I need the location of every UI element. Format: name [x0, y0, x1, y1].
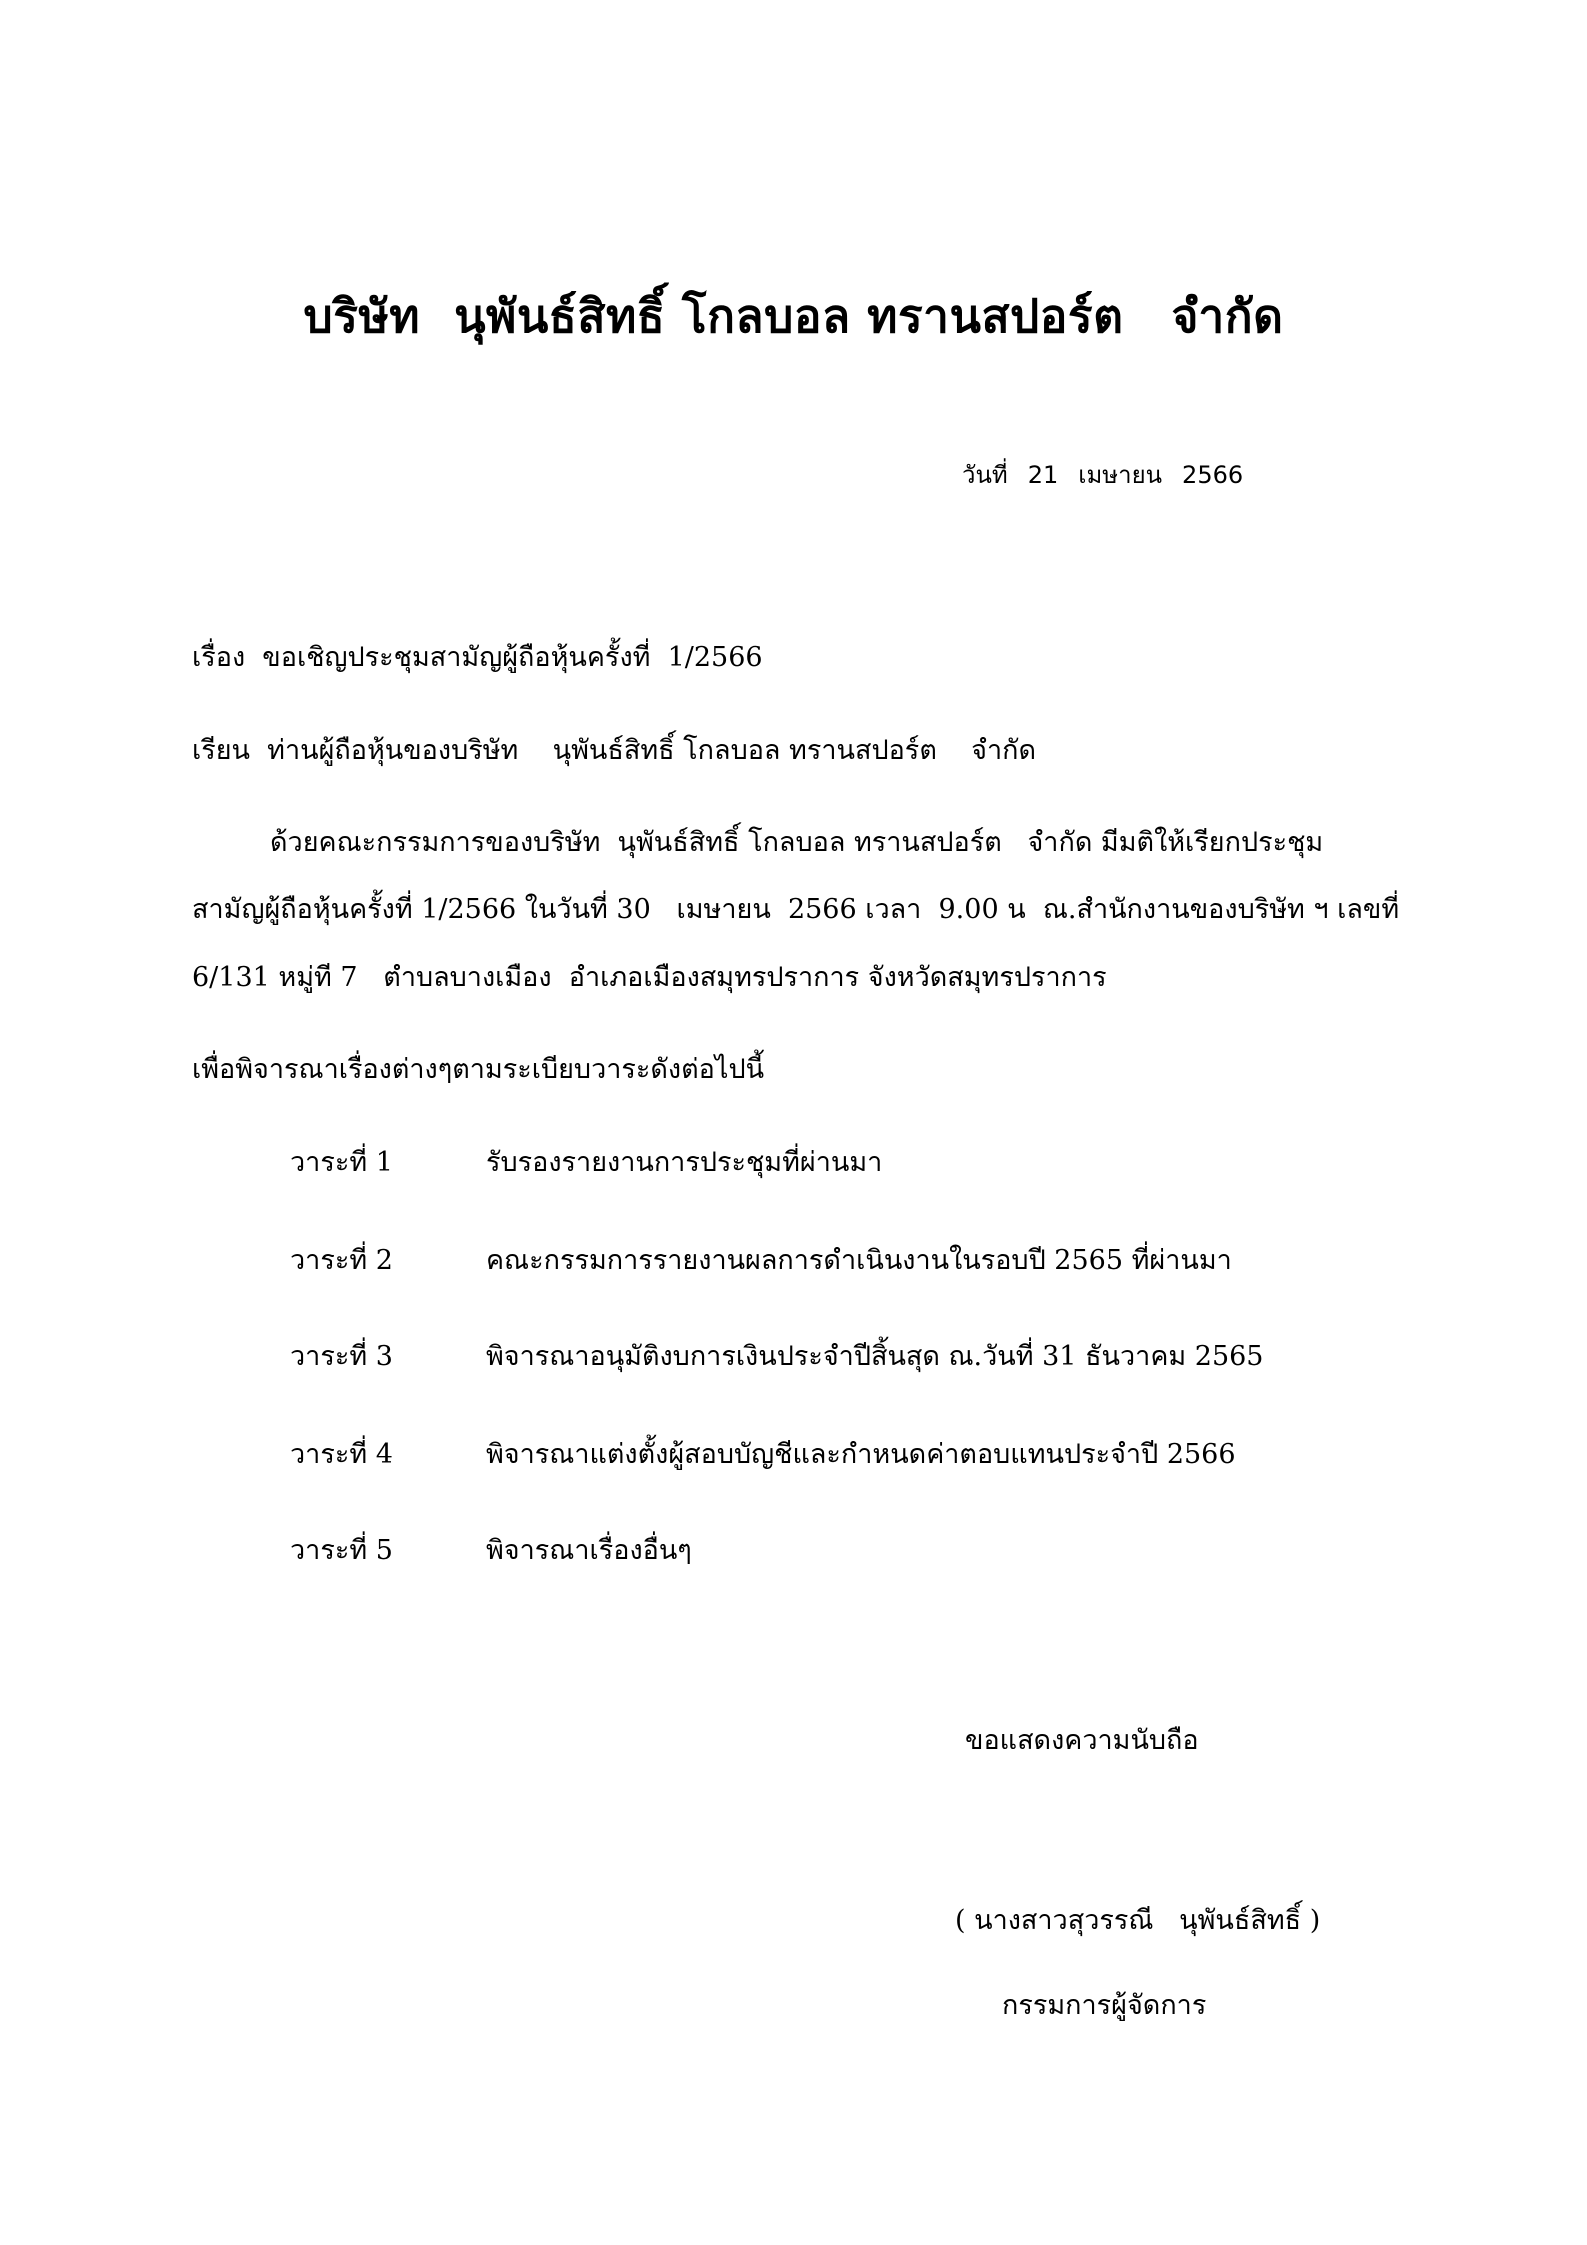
letter-date — [962, 455, 1263, 494]
body-line-1: ด้วยคณะกรรมการของบริษัท นุพันธ์สิทธิ์ โกลบอล ทรานสปอร์ต จำกัด มีมติให้เรียกประชุม — [270, 827, 1324, 858]
agenda-item — [290, 1238, 1232, 1281]
letter-subject: เรื่อง ขอเชิญประชุมสามัญผู้ถือหุ้นครั้งที่ 1/2566 — [192, 642, 763, 673]
body-line-4: เพื่อพิจารณาเรื่องต่างๆตามระเบียบวาระดังต่อไปนี้ — [192, 1054, 765, 1085]
date-year: 2566 — [1182, 461, 1244, 489]
company-title-part1: บริษัท — [303, 289, 421, 343]
agenda-item — [290, 1528, 692, 1571]
body-line-3: 6/131 หมู่ที 7 ตำบลบางเมือง อำเภอเมืองสมุทรปราการ จังหวัดสมุทรปราการ — [192, 962, 1107, 993]
letter-recipient: เรียน ท่านผู้ถือหุ้นของบริษัท นุพันธ์สิทธิ์ โกลบอล ทรานสปอร์ต จำกัด — [192, 735, 1037, 766]
agenda-number: วาระที่ 2 — [290, 1245, 393, 1276]
company-title-name: นุพันธ์สิทธิ์ โกลบอล ทรานสปอร์ต — [454, 289, 1124, 343]
agenda-item — [290, 1140, 882, 1183]
company-title — [0, 280, 1587, 353]
agenda-item — [290, 1334, 1263, 1377]
agenda-number: วาระที่ 4 — [290, 1439, 393, 1470]
agenda-item — [290, 1432, 1236, 1475]
date-label: วันที่ — [962, 461, 1008, 489]
agenda-text: พิจารณาอนุมัติงบการเงินประจำปีสิ้นสุด ณ.วันที่ 31 ธันวาคม 2565 — [486, 1341, 1264, 1372]
agenda-text: พิจารณาแต่งตั้งผู้สอบบัญชีและกำหนดค่าตอบแทนประจำปี 2566 — [486, 1439, 1236, 1470]
agenda-number: วาระที่ 1 — [290, 1147, 393, 1178]
signer-position: กรรมการผู้จัดการ — [1002, 1990, 1207, 2021]
date-month: เมษายน — [1078, 461, 1163, 489]
agenda-text: พิจารณาเรื่องอื่นๆ — [486, 1535, 692, 1566]
company-title-suffix: จำกัด — [1171, 289, 1284, 343]
agenda-text: คณะกรรมการรายงานผลการดำเนินงานในรอบปี 2565 ที่ผ่านมา — [486, 1245, 1232, 1276]
body-line-2: สามัญผู้ถือหุ้นครั้งที่ 1/2566 ในวันที่ 30 เมษายน 2566 เวลา 9.00 น ณ.สำนักงานของบริษัท ฯ เลขที่ — [192, 894, 1400, 925]
date-day: 21 — [1027, 461, 1059, 489]
closing-phrase: ขอแสดงความนับถือ — [965, 1725, 1199, 1756]
agenda-number: วาระที่ 3 — [290, 1341, 393, 1372]
agenda-number: วาระที่ 5 — [290, 1535, 393, 1566]
agenda-text: รับรองรายงานการประชุมที่ผ่านมา — [486, 1147, 883, 1178]
signer-name: ( นางสาวสุวรรณี นุพันธ์สิทธิ์ ) — [955, 1905, 1321, 1936]
